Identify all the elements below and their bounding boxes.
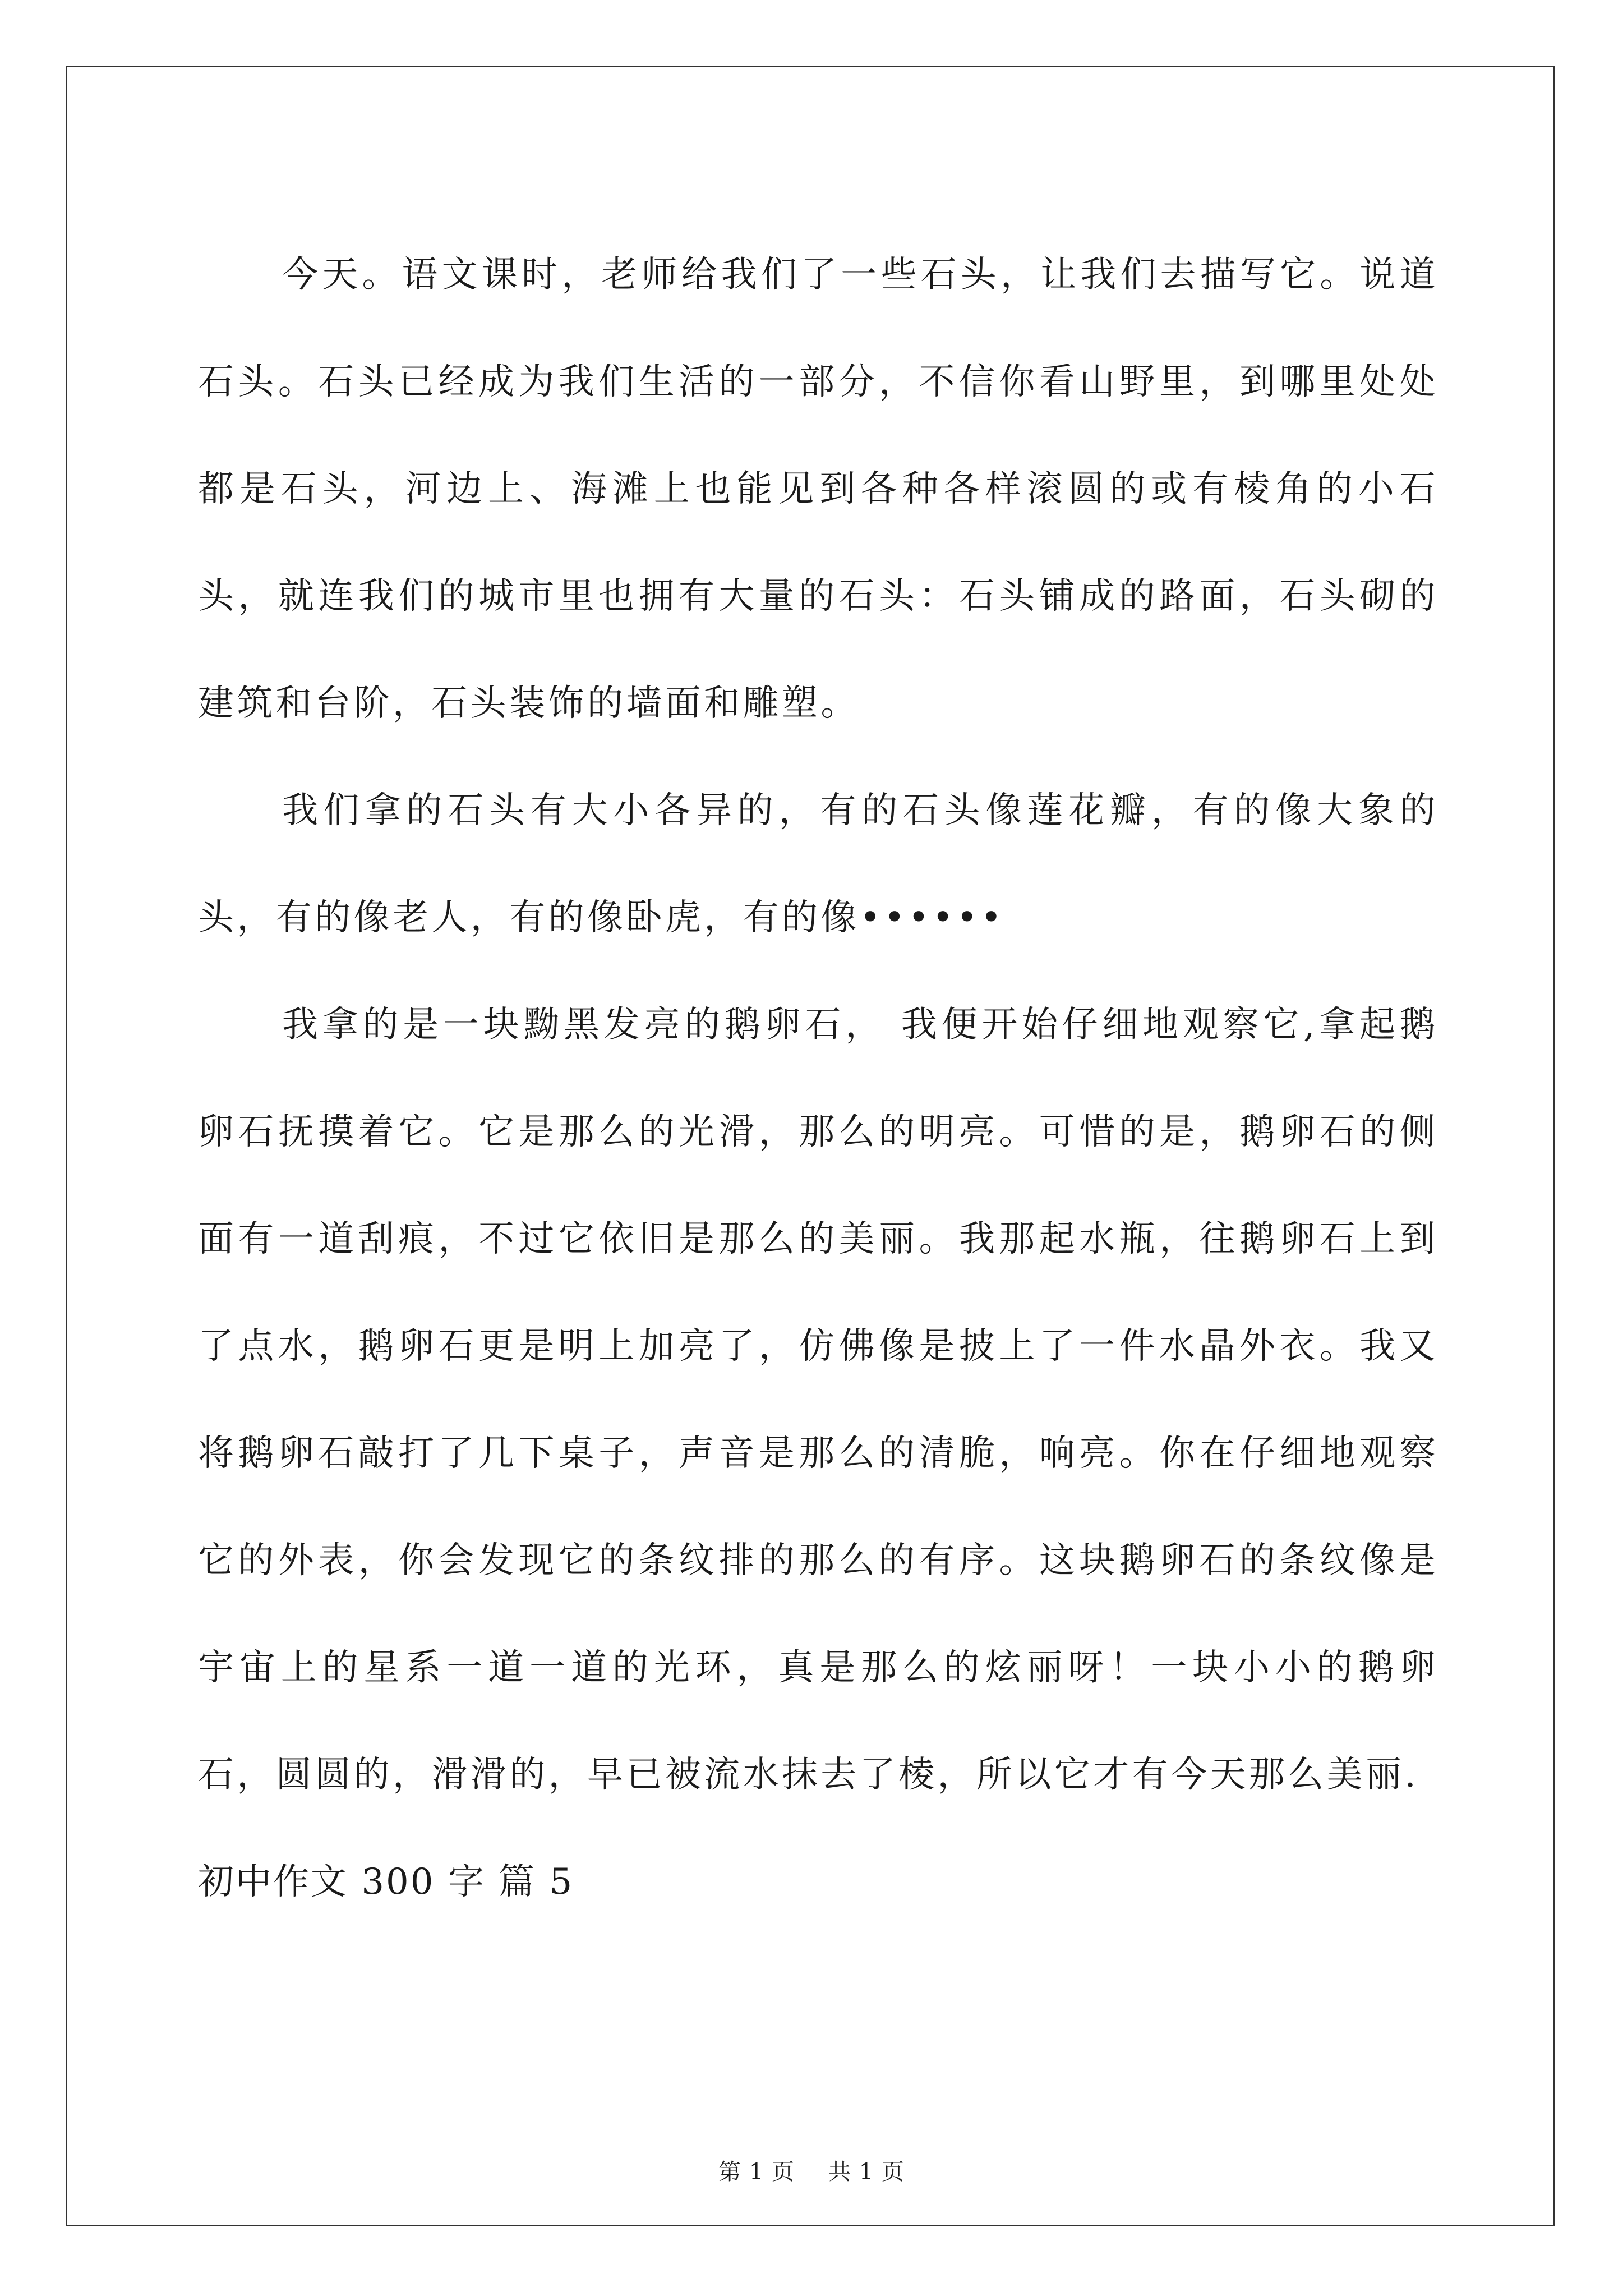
page-number: 第 1 页 xyxy=(718,2159,795,2185)
paragraph-1: 今天。语文课时，老师给我们了一些石头，让我们去描写它。说道石头。石头已经成为我们生活的一部分，不信你看山野里，到哪里处处都是石头，河边上、海滩上也能见到各种各样滚圆的或有棱角的小石头，就连我们的城市里也拥有大量的石头：石头铺成的路面，石头砌的建筑和台阶，石头装饰的墙面和雕塑。 xyxy=(198,254,1438,724)
paragraph-3: 我拿的是一块黝黑发亮的鹅卵石， 我便开始仔细地观察它,拿起鹅卵石抚摸着它。它是那么的光滑，那么的明亮。可惜的是，鹅卵石的侧面有一道刮痕，不过它依旧是那么的美丽。我那起水瓶，往鹅卵石上到了点水，鹅卵石更是明上加亮了，仿佛像是披上了一件水晶外衣。我又将鹅卵石敲打了几下桌子，声音是那么的清脆，响亮。你在仔细地观察它的外表，你会发现它的条纹排的那么的有序。这块鹅卵石的条纹像是宇宙上的星系一道一道的光环，真是那么的炫丽呀！一块小小的鹅卵石，圆圆的，滑滑的，早已被流水抹去了棱，所以它才有今天那么美丽. xyxy=(198,1004,1438,1796)
section-heading: 初中作文 300 字 篇 5 xyxy=(198,1861,574,1903)
paragraph-2: 我们拿的石头有大小各异的，有的石头像莲花瓣，有的像大象的头，有的像老人，有的像卧虎，有的像•••••• xyxy=(198,790,1438,938)
page-total: 共 1 页 xyxy=(828,2159,905,2185)
document-body xyxy=(198,222,1438,1936)
page-footer xyxy=(0,2154,1623,2186)
